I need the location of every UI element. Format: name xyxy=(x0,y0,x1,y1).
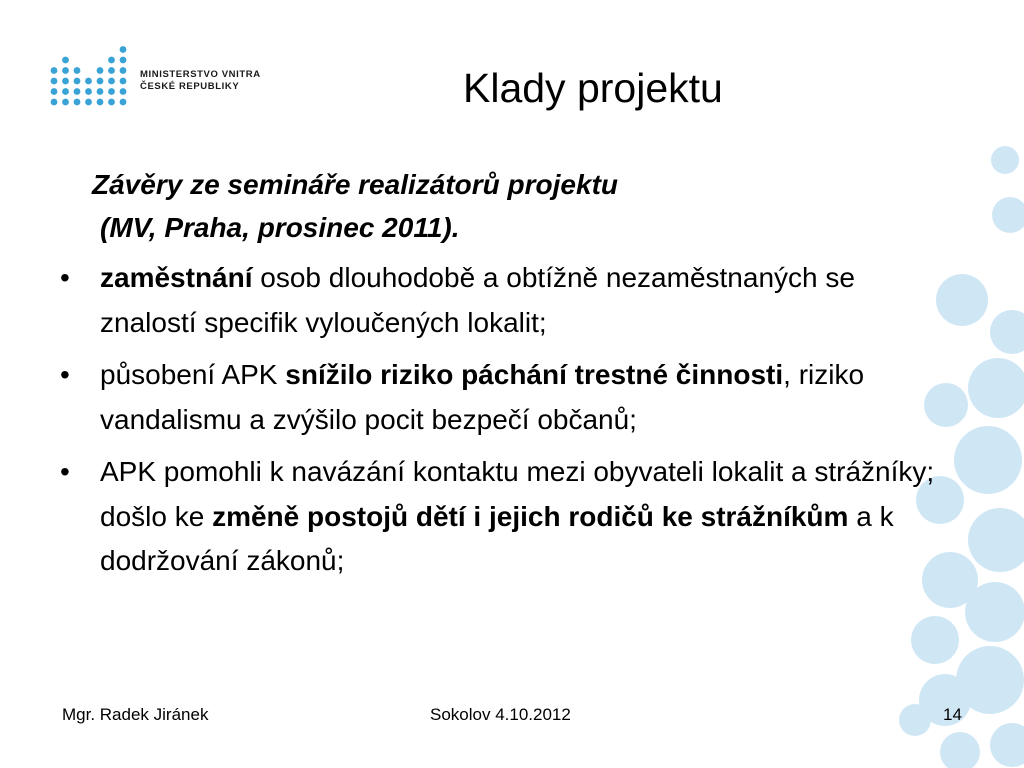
background-dot xyxy=(940,732,980,768)
logo-text-line2: ČESKÉ REPUBLIKY xyxy=(140,80,240,92)
background-dot xyxy=(990,723,1024,767)
bullet-text-bold: zaměstnání xyxy=(100,262,253,293)
bullet-text-bold: změně postojů dětí i jejich rodičů ke strážníkům xyxy=(212,500,849,532)
background-dot xyxy=(899,704,931,736)
bullet-item xyxy=(60,353,940,442)
background-dot xyxy=(954,426,1022,494)
background-dot xyxy=(936,274,988,326)
background-dot xyxy=(911,616,959,664)
bullet-item xyxy=(60,256,940,345)
bullet-icon: • xyxy=(60,359,70,390)
bullet-list xyxy=(60,256,940,592)
background-dot xyxy=(965,582,1024,642)
slide-title: Klady projektu xyxy=(463,65,723,111)
slide-subtitle xyxy=(92,163,852,249)
footer-place-date: Sokolov 4.10.2012 xyxy=(430,705,571,724)
logo-text-line1: MINISTERSTVO VNITRA xyxy=(140,69,261,80)
bullet-text-bold: snížilo riziko páchání trestné činnosti xyxy=(285,359,784,390)
background-dot xyxy=(991,146,1019,174)
background-dot xyxy=(992,197,1024,233)
bullet-icon: • xyxy=(60,456,70,487)
bullet-item xyxy=(60,450,940,584)
bullet-text: působení APK xyxy=(100,359,286,390)
ministry-logo-icon xyxy=(48,46,130,108)
footer-author: Mgr. Radek Jiránek xyxy=(62,705,209,724)
subtitle-line2: (MV, Praha, prosinec 2011). xyxy=(100,212,460,243)
bullet-text: a k dodržování zákonů; xyxy=(100,500,894,576)
background-dot xyxy=(968,508,1024,572)
bullet-text: APK pomohli k navázání kontaktu mezi obyvateli lokalit a strážníky; došlo ke xyxy=(100,456,935,532)
bullet-text: , riziko vandalismu a zvýšilo pocit bezpečí občanů; xyxy=(100,359,865,435)
ministry-logo-text xyxy=(140,69,261,92)
bullet-icon: • xyxy=(60,262,70,293)
subtitle-line1: Závěry ze semináře realizátorů projektu xyxy=(92,169,618,200)
footer-page-number: 14 xyxy=(943,705,962,724)
background-dot xyxy=(968,358,1024,418)
background-dot xyxy=(990,310,1024,354)
bullet-text: osob dlouhodobě a obtížně nezaměstnaných se znalostí specifik vyloučených lokalit; xyxy=(100,262,855,338)
